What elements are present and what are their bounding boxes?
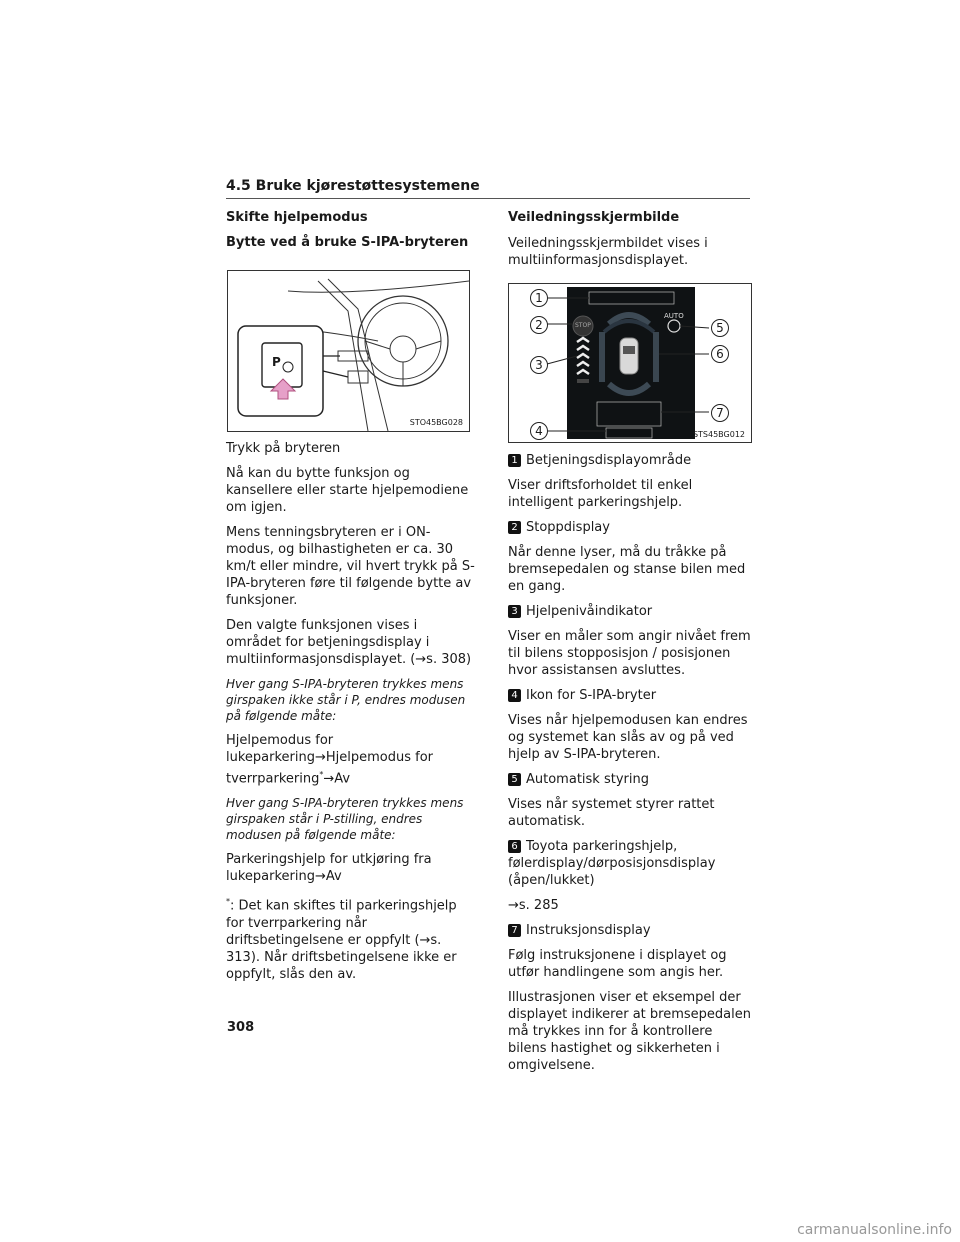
footnote: *: Det kan skiftes til parkeringshjelp for tverrparkering når driftsbetingelsene er oppfylt (→s. 313). Når driftsbetingelsene ikke er oppfylt, slås den av. <box>226 897 457 982</box>
callout-2: 2 <box>530 316 548 334</box>
legend-item: 5 Automatisk styring Vises når systemet styrer rattet automatisk. <box>508 772 715 829</box>
intro: Veiledningsskjermbildet vises i multiinformasjonsdisplayet. <box>508 236 708 268</box>
dashboard-illustration <box>228 271 469 431</box>
heading-bytte: Bytte ved å bruke S-IPA-bryteren <box>226 235 469 250</box>
legend-list <box>508 452 753 1082</box>
note-not-p: Hver gang S-IPA-bryteren trykkes mens girspaken ikke står i P, endres modusen på følgende måte: <box>226 677 466 723</box>
callout-1: 1 <box>530 289 548 307</box>
callout-6: 6 <box>711 345 729 363</box>
callout-3: 3 <box>530 356 548 374</box>
can-change: Nå kan du bytte funksjon og kansellere eller starte hjelpemodiene om igjen. <box>226 466 469 515</box>
left-text <box>226 440 476 991</box>
legend-item: 2 Stoppdisplay Når denne lyser, må du tråkke på bremsepedalen og stanse bilen med en gang. <box>508 520 746 594</box>
page-number: 308 <box>227 1020 255 1035</box>
mode-sequence-1: Hjelpemodus for lukeparkering→Hjelpemodus for tverrparkering*→Av <box>226 733 434 787</box>
auto-label: AUTO <box>664 312 684 320</box>
legend-item: 4 Ikon for S-IPA-bryter Vises når hjelpemodusen kan endres og systemet kan slås av og på ved hjelp av S-IPA-bryteren. <box>508 688 748 762</box>
callout-7: 7 <box>711 404 729 422</box>
guidance-figure <box>508 283 752 443</box>
ignition-info: Mens tenningsbryteren er i ON-modus, og bilhastigheten er ca. 30 km/t eller mindre, vil hvert trykk på S-IPA-bryteren føre til følgende bytte av funksjoner. <box>226 525 475 608</box>
switch-p-label: P <box>272 355 281 369</box>
legend-item: 1 Betjeningsdisplayområde Viser driftsforholdet til enkel intelligent parkeringshjelp. <box>508 453 693 510</box>
figure-code-right: STS45BG012 <box>692 430 745 439</box>
heading-veiledning: Veiledningsskjermbilde <box>508 210 680 225</box>
figure-code-left: STO45BG028 <box>409 418 463 427</box>
legend-item: 7 Instruksjonsdisplay Følg instruksjonene i displayet og utfør handlingene som angis her. Illustrasjonen viser et eksempel der displayet indikerer at bremsepedalen må trykkes inn for å kontrollere bilens hastighet og sikkerheten i omgivelsene. <box>508 923 751 1073</box>
heading-skifte: Skifte hjelpemodus <box>226 210 368 225</box>
switch-figure <box>227 270 470 432</box>
stop-label: STOP <box>575 322 591 329</box>
note-p: Hver gang S-IPA-bryteren trykkes mens girspaken står i P-stilling, endres modusen på følgende måte: <box>226 796 464 843</box>
legend-item: 6 Toyota parkeringshjelp, følerdisplay/dørposisjonsdisplay (åpen/lukket) →s. 285 <box>508 839 716 913</box>
legend-item: 3 Hjelpenivåindikator Viser en måler som angir nivået frem til bilens stopposisjon / posisjonen hvor assistansen avsluttes. <box>508 604 751 678</box>
press-switch: Trykk på bryteren <box>226 441 341 456</box>
section-header: 4.5 Bruke kjørestøttesystemene <box>226 178 750 199</box>
mode-sequence-2: Parkeringshjelp for utkjøring fra lukeparkering→Av <box>226 852 432 885</box>
watermark: carmanualsonline.info <box>797 1222 952 1238</box>
callout-4: 4 <box>530 422 548 440</box>
selected-function: Den valgte funksjonen vises i området for betjeningsdisplay i multiinformasjonsdisplayet. (→s. 308) <box>226 618 472 667</box>
callout-5: 5 <box>711 319 729 337</box>
